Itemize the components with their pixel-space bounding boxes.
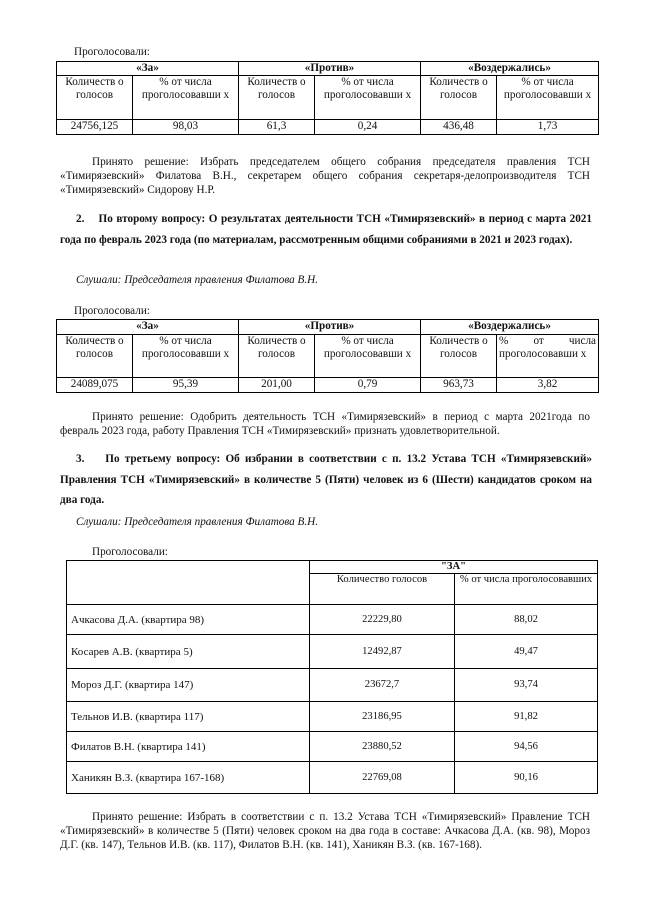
col-count: Количеств о голосов bbox=[239, 335, 315, 378]
group-za: «За» bbox=[57, 320, 239, 335]
group-against: «Против» bbox=[239, 62, 421, 76]
heard-3: Слушали: Председателя правления Филатова В.Н. bbox=[76, 516, 319, 528]
candidate-name: Тельнов И.В. (квартира 117) bbox=[67, 702, 310, 732]
candidate-pct: 88,02 bbox=[455, 605, 598, 635]
candidate-votes: 23880,52 bbox=[310, 732, 455, 762]
value-cell: 24756,125 bbox=[57, 120, 133, 135]
decision-3: Принято решение: Избрать в соответствии с п. 13.2 Устава ТСН «Тимирязевский» Правление ТСН «Тимирязевский» в количестве 5 (Пяти) человек сроком на два года в составе: Ачкасова Д.А. (кв. 98), Мороз Д.Г. (кв. 147), Тельнов И.В. (кв. 117), Филатов В.Н. (кв. 141), Ханикян В.З. (кв. 167-168). bbox=[60, 811, 590, 851]
table-row bbox=[67, 669, 598, 702]
candidate-name: Косарев А.В. (квартира 5) bbox=[67, 635, 310, 669]
table-row bbox=[67, 762, 598, 794]
candidates-corner-cell bbox=[67, 561, 310, 605]
value-cell: 61,3 bbox=[239, 120, 315, 135]
value-cell: 963,73 bbox=[421, 378, 497, 393]
candidate-pct: 90,16 bbox=[455, 762, 598, 794]
candidate-pct: 93,74 bbox=[455, 669, 598, 702]
col-count: Количеств о голосов bbox=[57, 335, 133, 378]
table-row bbox=[67, 732, 598, 762]
voted-label-2: Проголосовали: bbox=[74, 305, 150, 317]
za-header: "ЗА" bbox=[310, 561, 598, 574]
col-pct: % от числа проголосовавших bbox=[455, 574, 598, 605]
value-cell: 98,03 bbox=[133, 120, 239, 135]
col-pct: % от числа проголосовавши х bbox=[315, 335, 421, 378]
heading-2-text: По второму вопросу: О результатах деятельности ТСН «Тимирязевский» в период с марта 2021 года по февраль 2023 года (по материалам, рассмотренным общими собраниями в 2021 и 2023 годах). bbox=[60, 213, 592, 246]
decision-1: Принято решение: Избрать председателем общего собрания председателя правления ТСН «Тимирязевский» Филатова В.Н., секретарем общего собрания секретаря-делопроизводителя ТСН «Тимирязевский» Сидорову Н.Р. bbox=[60, 156, 590, 196]
value-cell: 436,48 bbox=[421, 120, 497, 135]
candidate-pct: 91,82 bbox=[455, 702, 598, 732]
vote-table-2 bbox=[56, 319, 599, 393]
col-count: Количеств о голосов bbox=[57, 76, 133, 120]
candidate-votes: 22229,80 bbox=[310, 605, 455, 635]
candidate-pct: 94,56 bbox=[455, 732, 598, 762]
col-count: Количеств о голосов bbox=[239, 76, 315, 120]
heading-3 bbox=[60, 449, 592, 511]
group-abstain: «Воздержались» bbox=[421, 62, 599, 76]
col-count: Количеств о голосов bbox=[421, 76, 497, 120]
voted-label-3: Проголосовали: bbox=[92, 546, 168, 558]
col-count: Количеств о голосов bbox=[421, 335, 497, 378]
value-cell: 0,79 bbox=[315, 378, 421, 393]
voted-label-1: Проголосовали: bbox=[74, 46, 150, 58]
candidate-name: Ханикян В.З. (квартира 167-168) bbox=[67, 762, 310, 794]
decision-2: Принято решение: Одобрить деятельность ТСН «Тимирязевский» в период с марта 2021года по февраль 2023 года, работу Правления ТСН «Тимирязевский» признать удовлетворительной. bbox=[60, 411, 590, 437]
table-row bbox=[67, 605, 598, 635]
col-votes: Количество голосов bbox=[310, 574, 455, 605]
col-pct: % от числа проголосовавши х bbox=[497, 76, 599, 120]
value-cell: 95,39 bbox=[133, 378, 239, 393]
group-against: «Против» bbox=[239, 320, 421, 335]
candidate-name: Ачкасова Д.А. (квартира 98) bbox=[67, 605, 310, 635]
heading-3-text: По третьему вопросу: Об избрании в соответствии с п. 13.2 Устава ТСН «Тимирязевский» Правления ТСН «Тимирязевский» в количестве 5 (Пяти) человек из 6 (Шести) кандидатов сроком на два года. bbox=[60, 453, 592, 506]
heading-2 bbox=[60, 209, 592, 250]
col-pct: % от числа проголосовавши х bbox=[497, 335, 599, 378]
value-cell: 24089,075 bbox=[57, 378, 133, 393]
value-cell: 1,73 bbox=[497, 120, 599, 135]
group-za: «За» bbox=[57, 62, 239, 76]
col-pct: % от числа проголосовавши х bbox=[315, 76, 421, 120]
candidates-table bbox=[66, 560, 598, 794]
table-row bbox=[67, 702, 598, 732]
candidate-votes: 12492,87 bbox=[310, 635, 455, 669]
col-pct: % от числа проголосовавши х bbox=[133, 76, 239, 120]
candidate-name: Филатов В.Н. (квартира 141) bbox=[67, 732, 310, 762]
candidate-pct: 49,47 bbox=[455, 635, 598, 669]
group-abstain: «Воздержались» bbox=[421, 320, 599, 335]
col-pct: % от числа проголосовавши х bbox=[133, 335, 239, 378]
value-cell: 201,00 bbox=[239, 378, 315, 393]
candidate-votes: 22769,08 bbox=[310, 762, 455, 794]
heading-2-number: 2. bbox=[76, 213, 85, 225]
candidate-name: Мороз Д.Г. (квартира 147) bbox=[67, 669, 310, 702]
value-cell: 0,24 bbox=[315, 120, 421, 135]
heard-2: Слушали: Председателя правления Филатова В.Н. bbox=[76, 274, 319, 286]
table-row bbox=[67, 635, 598, 669]
candidate-votes: 23672,7 bbox=[310, 669, 455, 702]
heading-3-number: 3. bbox=[76, 453, 85, 465]
vote-table-1 bbox=[56, 61, 599, 135]
value-cell: 3,82 bbox=[497, 378, 599, 393]
candidate-votes: 23186,95 bbox=[310, 702, 455, 732]
